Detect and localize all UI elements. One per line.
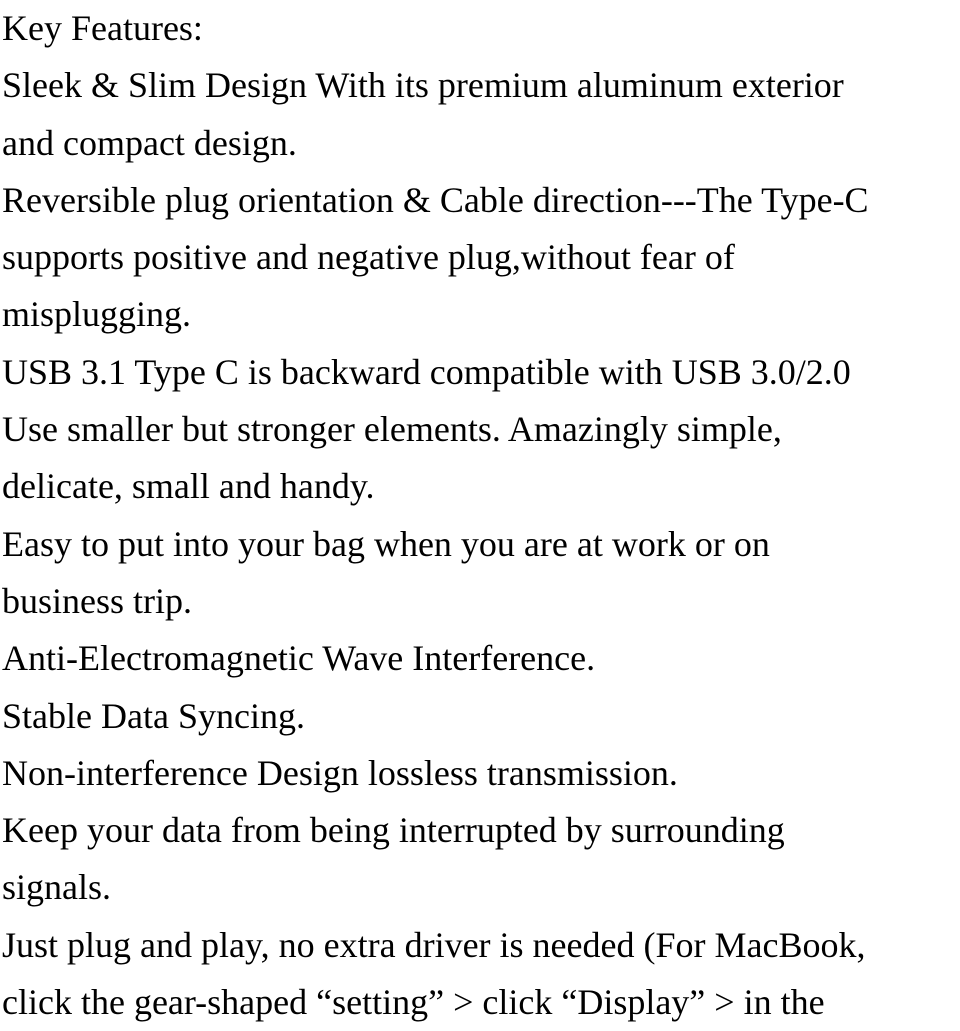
- heading-key-features: Key Features:: [2, 8, 203, 48]
- text-line: Reversible plug orientation & Cable direction---The Type-C: [2, 179, 869, 220]
- text-line: Non-interference Design lossless transmission.: [2, 752, 678, 793]
- text-line: and compact design.: [2, 122, 297, 163]
- text-line: misplugging.: [2, 294, 192, 335]
- text-line: supports positive and negative plug,without fear of: [2, 237, 735, 278]
- text-line: business trip.: [2, 580, 193, 621]
- text-line: Sleek & Slim Design With its premium aluminum exterior: [2, 65, 844, 106]
- text-line: signals.: [2, 867, 112, 908]
- text-line: click the gear-shaped “setting” > click “Display” > in the: [2, 982, 825, 1023]
- text-line: Keep your data from being interrupted by surrounding: [2, 810, 785, 851]
- text-line: Stable Data Syncing.: [2, 695, 305, 736]
- text-line: Easy to put into your bag when you are at work or on: [2, 523, 770, 564]
- text-line: Just plug and play, no extra driver is needed (For MacBook,: [2, 924, 866, 965]
- text-line: Anti-Electromagnetic Wave Interference.: [2, 638, 596, 679]
- text-line: delicate, small and handy.: [2, 466, 375, 507]
- text-line: USB 3.1 Type C is backward compatible with USB 3.0/2.0: [2, 351, 851, 392]
- text-line: Use smaller but stronger elements. Amazingly simple,: [2, 409, 782, 450]
- document-body: [2, 0, 952, 1031]
